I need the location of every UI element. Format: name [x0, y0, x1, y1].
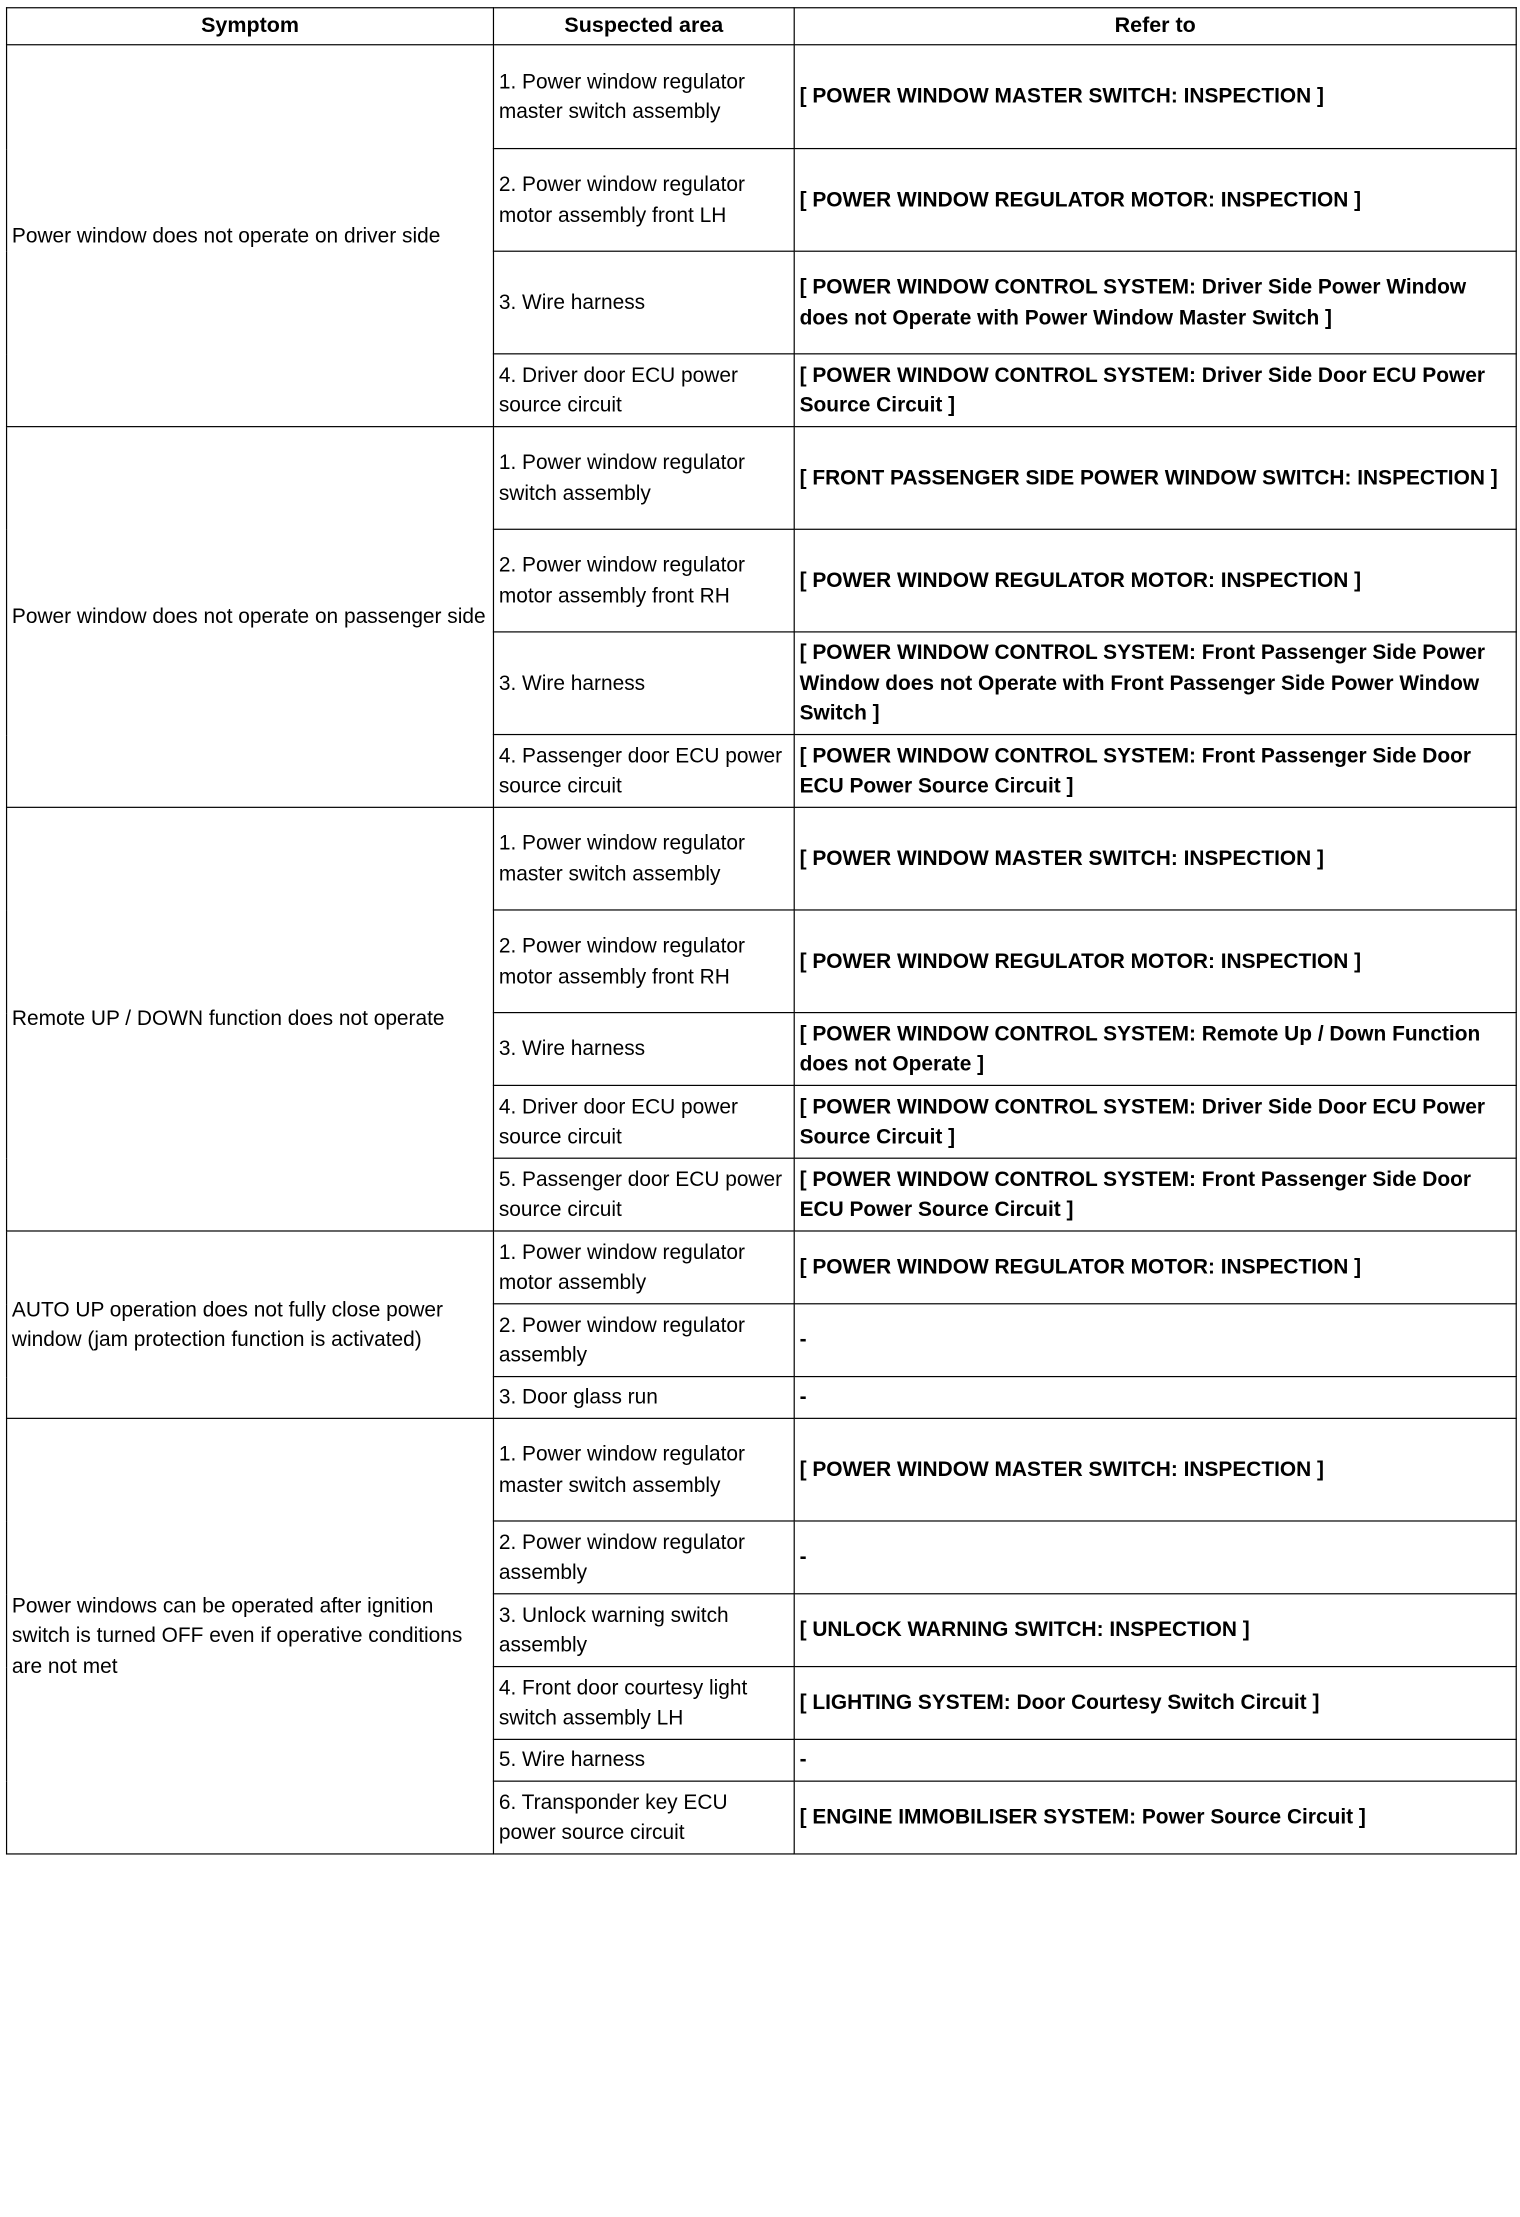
suspected-area-cell: 6. Transponder key ECU power source circuit: [493, 1781, 794, 1854]
suspected-area-cell: 1. Power window regulator master switch assembly: [493, 1418, 794, 1521]
suspected-area-cell: 4. Passenger door ECU power source circuit: [493, 735, 794, 808]
refer-to-cell: -: [794, 1377, 1516, 1419]
refer-to-cell: [ POWER WINDOW MASTER SWITCH: INSPECTION ]: [794, 45, 1516, 149]
refer-to-cell: [ POWER WINDOW CONTROL SYSTEM: Remote Up / Down Function does not Operate ]: [794, 1013, 1516, 1086]
table-row: [7, 807, 1517, 910]
symptom-cell: Remote UP / DOWN function does not operate: [7, 807, 494, 1231]
suspected-area-cell: 1. Power window regulator master switch assembly: [493, 45, 794, 149]
header-suspected-area: Suspected area: [493, 8, 794, 45]
suspected-area-cell: 3. Wire harness: [493, 1013, 794, 1086]
suspected-area-cell: 2. Power window regulator motor assembly front RH: [493, 910, 794, 1013]
refer-to-cell: [ POWER WINDOW MASTER SWITCH: INSPECTION ]: [794, 1418, 1516, 1521]
refer-to-cell: [ POWER WINDOW REGULATOR MOTOR: INSPECTION ]: [794, 1231, 1516, 1304]
suspected-area-cell: 1. Power window regulator motor assembly: [493, 1231, 794, 1304]
suspected-area-cell: 3. Wire harness: [493, 251, 794, 354]
suspected-area-cell: 4. Driver door ECU power source circuit: [493, 354, 794, 427]
table-row: [7, 45, 1517, 149]
table-row: [7, 427, 1517, 530]
symptom-cell: Power windows can be operated after ignition switch is turned OFF even if operative conditions are not met: [7, 1418, 494, 1854]
suspected-area-cell: 4. Front door courtesy light switch assembly LH: [493, 1667, 794, 1740]
refer-to-cell: [ POWER WINDOW MASTER SWITCH: INSPECTION ]: [794, 807, 1516, 910]
symptom-cell: Power window does not operate on driver side: [7, 45, 494, 427]
refer-to-cell: [ POWER WINDOW REGULATOR MOTOR: INSPECTION ]: [794, 910, 1516, 1013]
refer-to-cell: [ POWER WINDOW REGULATOR MOTOR: INSPECTION ]: [794, 529, 1516, 632]
suspected-area-cell: 3. Wire harness: [493, 632, 794, 735]
refer-to-cell: [ UNLOCK WARNING SWITCH: INSPECTION ]: [794, 1594, 1516, 1667]
symptom-cell: Power window does not operate on passenger side: [7, 427, 494, 808]
refer-to-cell: [ POWER WINDOW CONTROL SYSTEM: Front Passenger Side Power Window does not Operate with Front Passenger Side Power Window Switch ]: [794, 632, 1516, 735]
suspected-area-cell: 5. Wire harness: [493, 1739, 794, 1781]
refer-to-cell: -: [794, 1739, 1516, 1781]
table-row: [7, 1418, 1517, 1521]
problem-symptoms-table: [6, 7, 1517, 1854]
refer-to-cell: [ POWER WINDOW CONTROL SYSTEM: Driver Side Door ECU Power Source Circuit ]: [794, 1085, 1516, 1158]
suspected-area-cell: 2. Power window regulator assembly: [493, 1304, 794, 1377]
refer-to-cell: [ POWER WINDOW CONTROL SYSTEM: Driver Side Door ECU Power Source Circuit ]: [794, 354, 1516, 427]
refer-to-cell: -: [794, 1304, 1516, 1377]
suspected-area-cell: 2. Power window regulator motor assembly front LH: [493, 149, 794, 252]
refer-to-cell: [ POWER WINDOW CONTROL SYSTEM: Front Passenger Side Door ECU Power Source Circuit ]: [794, 1158, 1516, 1231]
header-refer-to: Refer to: [794, 8, 1516, 45]
suspected-area-cell: 2. Power window regulator assembly: [493, 1521, 794, 1594]
suspected-area-cell: 3. Door glass run: [493, 1377, 794, 1419]
table-row: [7, 1231, 1517, 1304]
suspected-area-cell: 1. Power window regulator master switch assembly: [493, 807, 794, 910]
suspected-area-cell: 4. Driver door ECU power source circuit: [493, 1085, 794, 1158]
suspected-area-cell: 3. Unlock warning switch assembly: [493, 1594, 794, 1667]
suspected-area-cell: 5. Passenger door ECU power source circuit: [493, 1158, 794, 1231]
refer-to-cell: [ POWER WINDOW CONTROL SYSTEM: Front Passenger Side Door ECU Power Source Circuit ]: [794, 735, 1516, 808]
refer-to-cell: [ ENGINE IMMOBILISER SYSTEM: Power Source Circuit ]: [794, 1781, 1516, 1854]
suspected-area-cell: 2. Power window regulator motor assembly front RH: [493, 529, 794, 632]
symptom-cell: AUTO UP operation does not fully close power window (jam protection function is activated): [7, 1231, 494, 1418]
header-symptom: Symptom: [7, 8, 494, 45]
table-header-row: [7, 8, 1517, 45]
refer-to-cell: [ POWER WINDOW REGULATOR MOTOR: INSPECTION ]: [794, 149, 1516, 252]
refer-to-cell: -: [794, 1521, 1516, 1594]
refer-to-cell: [ LIGHTING SYSTEM: Door Courtesy Switch Circuit ]: [794, 1667, 1516, 1740]
refer-to-cell: [ POWER WINDOW CONTROL SYSTEM: Driver Side Power Window does not Operate with Power Window Master Switch ]: [794, 251, 1516, 354]
suspected-area-cell: 1. Power window regulator switch assembly: [493, 427, 794, 530]
refer-to-cell: [ FRONT PASSENGER SIDE POWER WINDOW SWITCH: INSPECTION ]: [794, 427, 1516, 530]
